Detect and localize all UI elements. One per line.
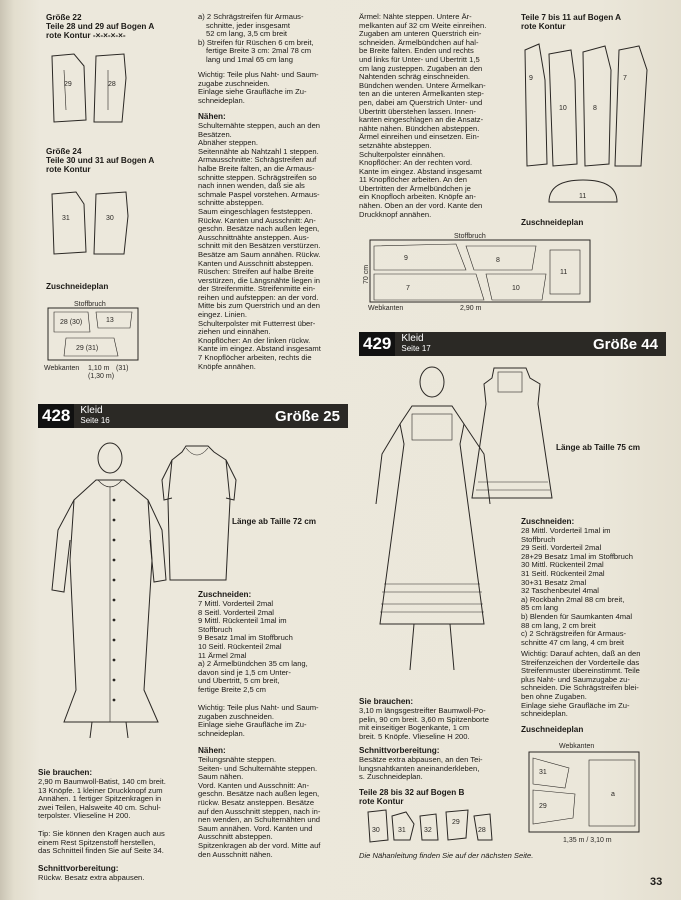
naehen-428-title: Nähen: xyxy=(198,746,226,755)
wichtig-428 xyxy=(198,704,348,738)
left-plan-label-29: 29 (31) xyxy=(76,345,99,352)
model-428-kind: Kleid xyxy=(80,405,103,416)
sie-brauchen-428-line: zwei Teilen, Halsweite 40 cm. Schul- xyxy=(38,803,161,812)
naehen-428-line: Ausschnitt absteppen. xyxy=(198,833,273,842)
left-plan-width2: (1,30 m) xyxy=(88,373,115,380)
left-plan-label-28: 28 (30) xyxy=(60,319,83,326)
col2-naehen-line: geschn. Besätze nach außen legen, xyxy=(198,225,320,234)
col3-aermel-line: cm lang zusteppen. Zugaben an den xyxy=(359,64,483,73)
col2-naehen-line: Rüschen: Streifen auf halbe Breite xyxy=(198,268,314,277)
col3-aermel-line: Knopflöcher: An der rechten vord. xyxy=(359,159,473,168)
col3-aermel-line: und links für Unter- und Übertritt 1,5 xyxy=(359,55,480,64)
model-429-page: Seite 17 xyxy=(401,344,431,353)
pattern-pieces-28-29 xyxy=(44,50,184,130)
sie-brauchen-428-title: Sie brauchen: xyxy=(38,768,93,777)
zuschneiden-429-line: 31 Seitl. Rückenteil 2mal xyxy=(521,569,605,578)
model-429-length: Länge ab Taille 75 cm xyxy=(556,443,641,452)
size22-sub: Teile 28 und 29 auf Bogen A xyxy=(46,22,155,31)
tip-428 xyxy=(38,830,193,856)
wichtig-428-line: schneideplan. xyxy=(198,729,245,738)
plan-429-selvage: Webkanten xyxy=(559,743,595,750)
col3-aermel-line: Ärmel einreihen und einsetzen. Ein- xyxy=(359,133,480,142)
prep-429-title: Schnittvorbereitung: xyxy=(359,746,440,755)
naehen-428-line: Saum annähen. Vord. Kanten und xyxy=(198,824,313,833)
col4-piece-8: 8 xyxy=(593,105,597,112)
col4-contour: rote Kontur xyxy=(521,22,566,31)
model-428-number: 428 xyxy=(38,404,74,428)
col2-naehen-line: schnitt mit den Besätzen verstürzen. xyxy=(198,242,321,251)
zuschneiden-428-title: Zuschneiden: xyxy=(198,590,252,599)
zuschneiden-429-line: 28 Mittl. Vorderteil 1mal im xyxy=(521,527,611,535)
plan-429-a: a xyxy=(611,791,615,798)
col3-aermel-line: nähen. Oben an der vord. Kante den xyxy=(359,202,483,211)
zuschneiden-429-title: Zuschneiden: xyxy=(521,517,575,526)
wichtig-429-line: schneiden. Die Schrägstreifen blei- xyxy=(521,684,639,693)
col2-naehen-line: ziehen und einnähen. xyxy=(198,328,271,337)
col3-aermel-line: Zugaben am unteren Querstrich ein- xyxy=(359,30,482,39)
left-plan-fold-label: Stoffbruch xyxy=(74,301,106,308)
zuschneiden-428-line: 10 Seitl. Rückenteil 2mal xyxy=(198,642,282,651)
zuschneiden-429-line: 85 cm lang xyxy=(521,604,559,613)
zuschneiden-428-line: 9 Besatz 1mal im Stoffbruch xyxy=(198,634,293,643)
tip-428-line: Tip: Sie können den Kragen auch aus xyxy=(38,830,165,838)
model-428-size: Größe 25 xyxy=(274,407,340,425)
pattern-pieces-30-31 xyxy=(44,190,184,262)
cut-plan-429-diagram xyxy=(519,738,664,848)
sie-brauchen-428-line: Annähen. 1 fertiger Spitzenkragen in xyxy=(38,795,162,804)
col3-aermel-line: ein Knopfloch arbeiten. Knöpfe an- xyxy=(359,193,476,202)
wichtig-429-line: schneideplan. xyxy=(521,710,568,719)
wichtig-428-line: zugaben zuschneiden. xyxy=(198,712,274,721)
col3-aermel-line: Nahtenden schräg einschneiden. xyxy=(359,73,471,82)
naehen-428-line: Seiten- und Schulternähte steppen. xyxy=(198,764,318,773)
zuschneiden-429-line: 29 Seitl. Vorderteil 2mal xyxy=(521,544,602,553)
prep-429-line: Besätze extra abpausen, an den Tei- xyxy=(359,756,483,764)
dress-428-flat-sketch xyxy=(156,440,246,590)
wichtig-429-line: Streifenmuster übereinstimmt. Teile xyxy=(521,667,640,676)
model-429-number: 429 xyxy=(359,332,395,356)
model-428-page: Seite 16 xyxy=(80,416,110,425)
col3-aermel-line: Übertritten der Ärmelbündchen je xyxy=(359,184,471,193)
zuschneiden-428-line: 7 Mittl. Vorderteil 2mal xyxy=(198,600,274,608)
col4-cut-plan-title: Zuschneideplan xyxy=(521,218,584,227)
parts-429-31: 31 xyxy=(398,827,406,834)
wichtig-429-line: Streifenzeichen der Vorderteile das xyxy=(521,658,640,667)
zuschneiden-428-line: 8 Seitl. Vorderteil 2mal xyxy=(198,608,274,617)
naehen-428-line: Spitzenkragen ab der vord. Mitte auf xyxy=(198,841,321,850)
col3-aermel-line: nähte nähen. Bündchen absteppen. xyxy=(359,124,480,133)
col2-naehen-line: Besätzen. xyxy=(198,130,232,139)
sie-brauchen-429-line: mit einseitiger Bogenkante, 1 cm xyxy=(359,724,470,733)
naehen-428-line: rückw. Besatz ansteppen. Besätze xyxy=(198,798,315,807)
size22-contour: rote Kontur -×-×-×-×- xyxy=(46,31,126,40)
col2-naehen-line: Besätze am Saum annähen. Rückw. xyxy=(198,250,321,259)
col4-piece-10: 10 xyxy=(559,105,567,112)
parts-429-29: 29 xyxy=(452,819,460,826)
prep-429-text xyxy=(359,756,514,782)
plan-429-width: 1,35 m / 3,10 m xyxy=(563,837,612,844)
model-429-size: Größe 44 xyxy=(592,335,658,353)
col3-aermel-line: Schulterpolster einnähen. xyxy=(359,150,446,159)
prep-428-text: Rückw. Besatz extra abpausen. xyxy=(38,873,145,882)
col2-naehen-line: 7 Knopflöcher arbeiten, rechts die xyxy=(198,354,312,363)
col2-naehen-title: Nähen: xyxy=(198,112,226,121)
col4-parts-title: Teile 7 bis 11 auf Bogen A xyxy=(521,13,622,22)
naehen-428-text xyxy=(198,756,348,859)
col4-piece-11: 11 xyxy=(579,193,587,200)
naehen-428-line: nen wenden, an Schulternähten und xyxy=(198,816,321,825)
col3-plan-9: 9 xyxy=(404,255,408,262)
col3-plan-selvage: Webkanten xyxy=(368,305,404,312)
zuschneiden-428-line: a) 2 Ärmelbündchen 35 cm lang, xyxy=(198,660,308,669)
plan-429-31: 31 xyxy=(539,769,547,776)
col2-naehen-line: eingez. Linien. xyxy=(198,311,247,320)
wichtig-429-line: ben ohne Zugaben. xyxy=(521,692,587,701)
col2-naehen-line: schmale Paspel vorstehen. Armaus- xyxy=(198,190,320,199)
zuschneiden-428-line: fertige Breite 2,5 cm xyxy=(198,685,266,694)
col2-naehen-line: Kanten und Ausschnitt absteppen. xyxy=(198,259,314,268)
col2-naehen-line: Ausschnittnähte ansteppen. Aus- xyxy=(198,233,310,242)
col2-wichtig: Wichtig: Teile plus Naht- und Saum- zugabe zuschneiden. Einlage siehe Graufläche im Zu- schneideplan. xyxy=(198,71,319,105)
col4-piece-7: 7 xyxy=(623,75,627,82)
size24-sub: Teile 30 und 31 auf Bogen A xyxy=(46,156,155,165)
zuschneiden-429-line: 28+29 Besatz 1mal im Stoffbruch xyxy=(521,552,633,561)
zuschneiden-429-line: 32 Taschenbeutel 4mal xyxy=(521,587,599,596)
col2-naehen-line: Knöpfe annähen. xyxy=(198,362,256,371)
col2-naehen-line: verstürzen, die Längsnähte liegen in xyxy=(198,276,321,285)
sie-brauchen-429-title: Sie brauchen: xyxy=(359,697,414,706)
sie-brauchen-429-line: breit. 5 Knöpfe. Vlieseline H 200. xyxy=(359,732,470,741)
parts-429-title: Teile 28 bis 32 auf Bogen B xyxy=(359,788,465,797)
sie-brauchen-428-line: 13 Knöpfe. 1 kleiner Druckknopf zum xyxy=(38,786,163,795)
wichtig-429-line: Einlage siehe Graufläche im Zu- xyxy=(521,701,630,710)
sie-brauchen-429-line: 3,10 m längsgestreifter Baumwoll-Po- xyxy=(359,707,486,715)
col3-plan-8: 8 xyxy=(496,257,500,264)
col2-naehen-line: Rückw. Kanten und Ausschnitt: An- xyxy=(198,216,316,225)
zuschneiden-428-line: 11 Ärmel 2mal xyxy=(198,651,247,660)
col2-naehen-line: Seitennähte ab Nahtzahl 1 steppen. xyxy=(198,147,319,156)
left-plan-width: 1,10 m xyxy=(88,365,110,372)
piece-label-28: 28 xyxy=(108,81,116,88)
sie-brauchen-428-text xyxy=(38,778,193,821)
col2-naehen-text xyxy=(198,122,348,371)
wichtig-428-line: Wichtig: Teile plus Naht- und Saum- xyxy=(198,704,319,712)
prep-429-line: lungsnahtkanten aneinanderkleben, xyxy=(359,764,480,773)
col3-aermel-line: ten an die unteren Ärmelkanten step- xyxy=(359,90,484,99)
col2-naehen-line: halbe Breite falten, an die Armaus- xyxy=(198,164,315,173)
col3-aermel-line: Ärmel: Nähte steppen. Untere Är- xyxy=(359,13,472,21)
col3-aermel-line: be Breite falten. Enden und rechts xyxy=(359,47,474,56)
col2-naehen-line: Armausschnitte: Schrägstreifen auf xyxy=(198,156,317,165)
col2-naehen-line: Mitte bis zum Querstrich und an den xyxy=(198,302,320,311)
col3-aermel-line: pen, dabei am Querstrich Unter- und xyxy=(359,98,483,107)
zuschneiden-428-line: und Übertritt, 5 cm breit, xyxy=(198,677,280,686)
col2-naehen-line: Schulterpolster mit Futterrest über- xyxy=(198,319,316,328)
prep-428-title: Schnittvorbereitung: xyxy=(38,864,119,873)
sie-brauchen-428-line: 2,90 m Baumwoll-Batist, 140 cm breit. xyxy=(38,778,166,786)
zuschneiden-428-line: davon sind je 1,5 cm Unter- xyxy=(198,668,291,677)
wichtig-428-line: Einlage siehe Graufläche im Zu- xyxy=(198,721,307,730)
zuschneiden-428-list xyxy=(198,600,348,695)
zuschneiden-429-line: 30+31 Besatz 2mal xyxy=(521,578,587,587)
size24-title: Größe 24 xyxy=(46,147,82,156)
naehen-428-line: Vord. Kanten und Ausschnitt: An- xyxy=(198,781,310,790)
col3-aermel-line: Bündchen wenden. Untere Ärmelkan- xyxy=(359,81,486,90)
next-page-note: Die Nähanleitung finden Sie auf der nächsten Seite. xyxy=(359,851,534,860)
naehen-428-line: Teilungsnähte steppen. xyxy=(198,756,277,764)
model-429-kind: Kleid xyxy=(401,333,424,344)
zuschneiden-429-line: c) 2 Schrägstreifen für Armaus- xyxy=(521,630,627,639)
left-plan-label-13: 13 xyxy=(106,317,114,324)
col2-naehen-line: schnitte absteppen. xyxy=(198,199,264,208)
plan-429-29: 29 xyxy=(539,803,547,810)
parts-429-28: 28 xyxy=(478,827,486,834)
zuschneiden-428-line: 9 Mittl. Rückenteil 1mal im xyxy=(198,617,287,626)
col2-naehen-line: nach innen wenden, daß sie als xyxy=(198,182,305,191)
dress-429-flat-sketch xyxy=(468,364,558,514)
col3-aermel-line: melkanten auf 32 cm Weite einreihen. xyxy=(359,21,487,30)
naehen-428-line: Saum nähen. xyxy=(198,773,244,782)
piece-label-30: 30 xyxy=(106,215,114,222)
col2-naehen-line: schnitte steppen. Schrägstreifen so xyxy=(198,173,317,182)
col3-aermel-line: setznähte absteppen. xyxy=(359,141,432,150)
size24-contour: rote Kontur xyxy=(46,165,91,174)
col2-naehen-line: Knopflöcher: An der linken rückw. xyxy=(198,336,311,345)
col2-naehen-line: reihen und aufsteppen: an der vord. xyxy=(198,293,319,302)
col2-naehen-line: Abnäher steppen. xyxy=(198,139,258,148)
naehen-428-line: den Ausschnitt nähen. xyxy=(198,850,273,859)
piece-label-29: 29 xyxy=(64,81,72,88)
naehen-428-line: geschn. Besätze nach außen legen, xyxy=(198,790,320,799)
col2-naehen-line: Schulternähte steppen, auch an den xyxy=(198,122,321,130)
col2-strips: a) 2 Schrägstreifen für Armaus- schnitte, jeder insgesamt 52 cm lang, 3,5 cm breit b) Streifen für Rüschen 6 cm breit, fertige Breite 3 cm: 2mal 78 cm lang und 1mal 65 cm lang xyxy=(198,13,314,64)
parts-429-30: 30 xyxy=(372,827,380,834)
left-plan-31: (31) xyxy=(116,365,129,372)
col3-aermel-line: Kante im eingez. Abstand insgesamt xyxy=(359,167,482,176)
tip-428-line: das Schnitteil finden Sie auf Seite 34. xyxy=(38,847,164,856)
zuschneiden-429-list xyxy=(521,527,671,647)
col2-naehen-line: Saum eingeschlagen feststeppen. xyxy=(198,207,313,216)
col3-plan-11: 11 xyxy=(560,269,568,276)
wichtig-429-line: Wichtig: Darauf achten, daß an den xyxy=(521,650,641,658)
zuschneiden-429-line: 30 Mittl. Rückenteil 2mal xyxy=(521,561,604,570)
model-428-length: Länge ab Taille 72 cm xyxy=(232,517,317,526)
sie-brauchen-429-text xyxy=(359,707,514,741)
zuschneiden-429-line: a) Rockbahn 2mal 88 cm breit, xyxy=(521,595,625,604)
parts-429-contour: rote Kontur xyxy=(359,797,404,806)
zuschneiden-429-line: b) Blenden für Saumkanten 4mal xyxy=(521,612,633,621)
col2-naehen-line: der Streifenmitte. Streifenmitte ein- xyxy=(198,285,316,294)
zuschneiden-429-line: Stoffbruch xyxy=(521,535,556,544)
parts-429-32: 32 xyxy=(424,827,432,834)
col3-plan-fold: Stoffbruch xyxy=(454,233,486,240)
col3-aermel-text xyxy=(359,13,509,219)
wichtig-429 xyxy=(521,650,671,719)
prep-429-line: s. Zuschneideplan. xyxy=(359,773,423,782)
zuschneiden-428-line: Stoffbruch xyxy=(198,625,233,634)
left-plan-selvage: Webkanten xyxy=(44,365,80,372)
col3-aermel-line: Druckknopf annähen. xyxy=(359,210,432,219)
tip-428-line: einem Rest Spitzenstoff herstellen, xyxy=(38,838,156,847)
col3-cut-plan-diagram xyxy=(356,234,596,314)
model-428-header xyxy=(38,404,348,428)
parts-429-sketch xyxy=(362,806,512,846)
col4-piece-9: 9 xyxy=(529,75,533,82)
col3-plan-width: 2,90 m xyxy=(460,305,482,312)
piece-label-31: 31 xyxy=(62,215,70,222)
model-429-header xyxy=(359,332,666,356)
col3-plan-7: 7 xyxy=(406,285,410,292)
col3-aermel-line: schneiden. Ärmelbündchen auf hal- xyxy=(359,38,479,47)
col2-naehen-line: Kante im eingez. Abstand insgesamt xyxy=(198,345,321,354)
col3-plan-10: 10 xyxy=(512,285,520,292)
cut-plan-429-title: Zuschneideplan xyxy=(521,725,584,734)
left-cut-plan-title: Zuschneideplan xyxy=(46,282,109,291)
col3-aermel-line: kanten eingeschlagen an die Ansatz- xyxy=(359,116,484,125)
col3-aermel-line: Übertritt überstehen lassen. Innen- xyxy=(359,107,476,116)
naehen-428-line: auf den Ausschnitt steppen, nach in- xyxy=(198,807,321,816)
zuschneiden-429-line: 88 cm lang, 2 cm breit xyxy=(521,621,596,630)
col3-aermel-line: 11 Knopflöcher arbeiten. An den xyxy=(359,176,467,185)
size22-title: Größe 22 xyxy=(46,13,82,22)
left-cut-plan-diagram xyxy=(44,298,184,378)
sie-brauchen-429-line: pelin, 90 cm breit. 3,60 m Spitzenborte xyxy=(359,715,490,724)
page-number: 33 xyxy=(650,876,663,888)
col3-plan-height: 70 cm xyxy=(363,264,370,284)
sie-brauchen-428-line: terpolster. Vlieseline H 200. xyxy=(38,812,131,821)
col4-pattern-pieces xyxy=(519,40,664,210)
zuschneiden-429-line: schnitte 47 cm lang, 4 cm breit xyxy=(521,638,624,647)
wichtig-429-line: plus Naht- und Saumzugabe zu- xyxy=(521,675,630,684)
